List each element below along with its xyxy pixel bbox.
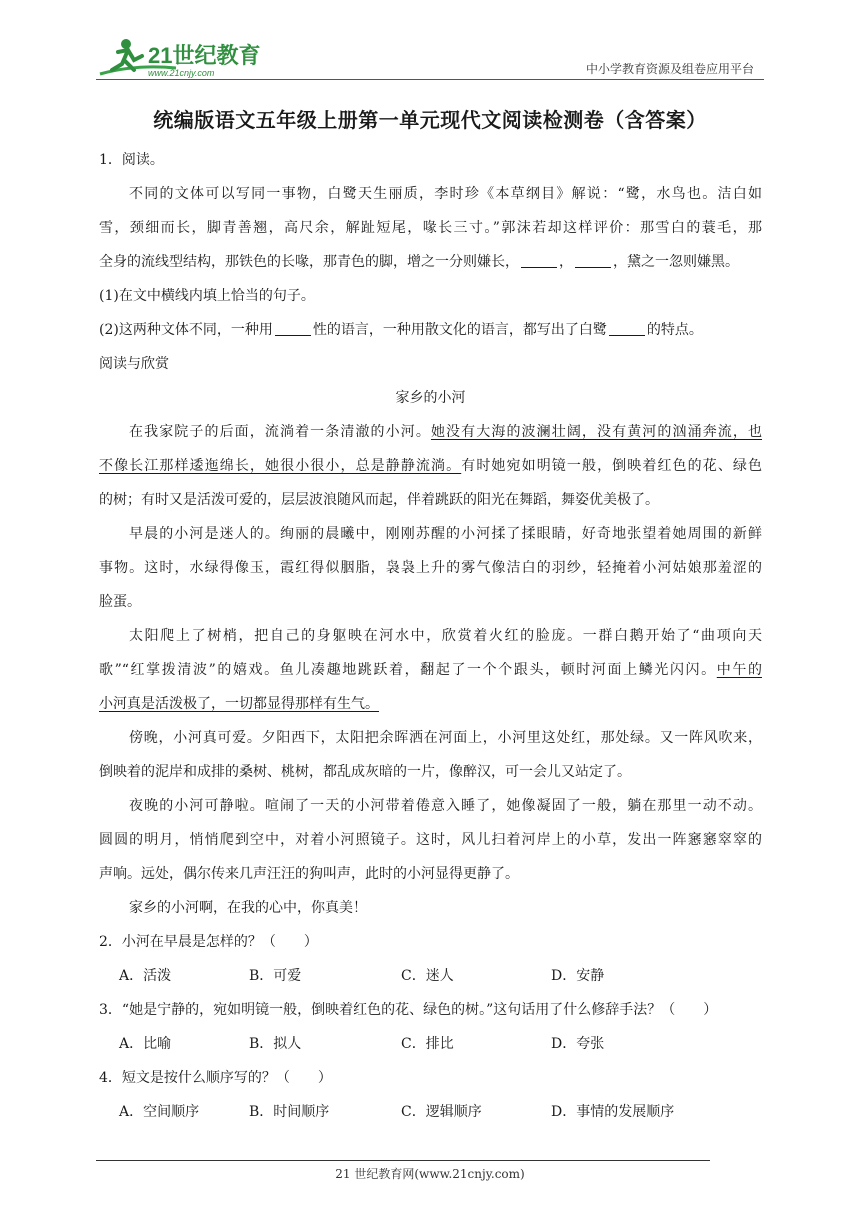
header-platform-text: 中小学教育资源及组卷应用平台 bbox=[585, 62, 754, 76]
article-line: 夜晚的小河可静啦。喧闹了一天的小河带着倦意入睡了，她像凝固了一般，躺在那里一动不动。 bbox=[129, 798, 762, 814]
article-line bbox=[99, 692, 762, 726]
site-logo bbox=[96, 36, 266, 80]
answer-blank[interactable] bbox=[609, 319, 645, 336]
option-b[interactable]: B．时间顺序 bbox=[249, 1104, 330, 1120]
footer-text: 21 世纪教育网(www.21cnjy.com) bbox=[335, 1167, 525, 1181]
article-line bbox=[99, 420, 762, 454]
answer-blank[interactable] bbox=[575, 251, 611, 268]
document-body bbox=[99, 148, 762, 1134]
q1-text: (2)这两种文体不同，一种用 bbox=[99, 322, 273, 338]
answer-blank[interactable] bbox=[275, 319, 311, 336]
article-text: 有时她宛如明镜一般，倒映着红色的花、绿色 bbox=[461, 458, 763, 474]
header-divider bbox=[96, 79, 764, 80]
question-stem: 4．短文是按什么顺序写的？（ ） bbox=[99, 1070, 332, 1086]
answer-blank[interactable] bbox=[521, 251, 557, 268]
article-line: 脸蛋。 bbox=[99, 594, 141, 610]
page-title: 统编版语文五年级上册第一单元现代文阅读检测卷（含答案） bbox=[153, 108, 707, 132]
option-a[interactable]: A．活泼 bbox=[119, 968, 172, 984]
question-options bbox=[99, 964, 762, 998]
underlined-sentence: 小河真是活泼极了，一切都显得那样有生气。 bbox=[99, 696, 379, 712]
q1-heading: 1．阅读。 bbox=[99, 152, 164, 168]
article-line: 早晨的小河是迷人的。绚丽的晨曦中，刚刚苏醒的小河揉了揉眼睛，好奇地张望着她周围的新鲜 bbox=[129, 526, 762, 542]
question-stem: 2．小河在早晨是怎样的？（ ） bbox=[99, 934, 318, 950]
article-line: 傍晚，小河真可爱。夕阳西下，太阳把余晖洒在河面上，小河里这处红，那处绿。又一阵风吹来， bbox=[129, 730, 762, 746]
q1-sub-question-1: (1)在文中横线内填上恰当的句子。 bbox=[99, 288, 315, 304]
q1-text: ，黛之一忽则嫌黑。 bbox=[613, 254, 739, 270]
article-line: 家乡的小河啊，在我的心中，你真美！ bbox=[129, 900, 367, 916]
underlined-sentence: 她没有大海的波澜壮阔，没有黄河的汹涌奔流，也 bbox=[430, 424, 763, 440]
option-d[interactable]: D．夸张 bbox=[551, 1036, 605, 1052]
option-a[interactable]: A．比喻 bbox=[119, 1036, 172, 1052]
article-line: 的树；有时又是活泼可爱的，层层波浪随风而起，伴着跳跃的阳光在舞蹈，舞姿优美极了。 bbox=[99, 492, 659, 508]
article-line: 倒映着的泥岸和成排的桑树、桃树，都乱成灰暗的一片，像醉汉，可一会儿又站定了。 bbox=[99, 764, 631, 780]
logo-url: www.21cnjy.com bbox=[148, 68, 215, 78]
option-a[interactable]: A．空间顺序 bbox=[119, 1104, 200, 1120]
option-c[interactable]: C．排比 bbox=[401, 1036, 454, 1052]
option-c[interactable]: C．迷人 bbox=[401, 968, 454, 984]
q1-sub-question-2 bbox=[99, 318, 762, 352]
q1-text: 全身的流线型结构，那铁色的长喙，那青色的脚，增之一分则嫌长， bbox=[99, 254, 519, 270]
option-c[interactable]: C．逻辑顺序 bbox=[401, 1104, 482, 1120]
article-line: 事物。这时，水绿得像玉，霞红得似胭脂，袅袅上升的雾气像洁白的羽纱，轻掩着小河姑娘那羞涩的 bbox=[99, 560, 762, 576]
underlined-sentence: 中午的 bbox=[716, 662, 762, 678]
article-title: 家乡的小河 bbox=[395, 390, 466, 406]
option-d[interactable]: D．事情的发展顺序 bbox=[551, 1104, 675, 1120]
q1-text: 性的语言，一种用散文化的语言，都写出了白鹭 bbox=[312, 322, 607, 338]
question-options bbox=[99, 1100, 762, 1134]
q1-text: ， bbox=[559, 254, 573, 270]
article-text: 在我家院子的后面，流淌着一条清澈的小河。 bbox=[129, 424, 431, 440]
underlined-sentence: 不像长江那样逶迤绵长，她很小很小，总是静静流淌。 bbox=[99, 458, 462, 474]
option-d[interactable]: D．安静 bbox=[551, 968, 605, 984]
article-text: 歌”“红掌拨清波”的嬉戏。鱼儿凑趣地跳跃着，翻起了一个个跟头，顿时河面上鳞光闪闪。 bbox=[99, 662, 717, 678]
option-b[interactable]: B．可爱 bbox=[249, 968, 302, 984]
article-line: 圆圆的明月，悄悄爬到空中，对着小河照镜子。这时，风儿扫着河岸上的小草，发出一阵窸窸窣窣的 bbox=[99, 832, 762, 848]
q1-paragraph-line: 不同的文体可以写同一事物，白鹭天生丽质，李时珍《本草纲目》解说：“鹭，水鸟也。洁白如 bbox=[129, 186, 762, 202]
section-heading: 阅读与欣赏 bbox=[99, 356, 169, 372]
option-b[interactable]: B．拟人 bbox=[249, 1036, 302, 1052]
q1-paragraph-line: 雪，颈细而长，脚青善翘，高尺余，解趾短尾，喙长三寸。”郭沫若却这样评价：那雪白的蓑毛，那 bbox=[99, 220, 762, 236]
q1-paragraph-line bbox=[99, 250, 762, 284]
question-options bbox=[99, 1032, 762, 1066]
logo-text: 21世纪教育 bbox=[148, 43, 261, 68]
article-line bbox=[99, 658, 762, 692]
article-line: 声响。远处，偶尔传来几声汪汪的狗叫声，此时的小河显得更静了。 bbox=[99, 866, 519, 882]
article-line bbox=[99, 454, 762, 488]
footer-divider bbox=[96, 1160, 710, 1161]
question-stem: 3．“她是宁静的，宛如明镜一般，倒映着红色的花、绿色的树。”这句话用了什么修辞手法？（ ） bbox=[99, 1002, 718, 1018]
article-line: 太阳爬上了树梢，把自己的身躯映在河水中，欣赏着火红的脸庞。一群白鹅开始了“曲项向天 bbox=[129, 628, 762, 644]
q1-text: 的特点。 bbox=[646, 322, 703, 338]
